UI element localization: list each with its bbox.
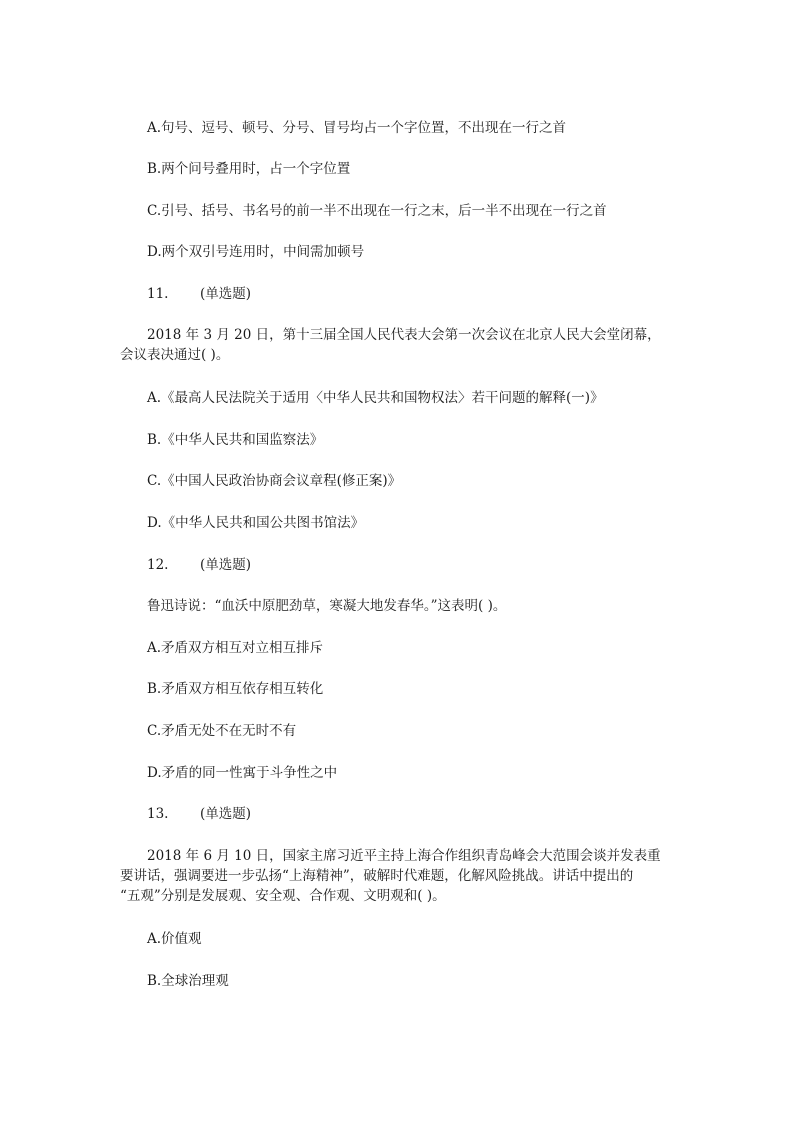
- option-d: D.《中华人民共和国公共图书馆法》: [147, 515, 365, 531]
- stem-line: 会议表决通过( )。: [120, 347, 230, 363]
- stem-line: 2018 年 3 月 20 日，第十三届全国人民代表大会第一次会议在北京人民大会堂闭幕，: [147, 327, 661, 343]
- option-c: C.引号、括号、书名号的前一半不出现在一行之末，后一半不出现在一行之首: [147, 203, 607, 219]
- question-number: 11.: [147, 286, 169, 302]
- option-d: D.两个双引号连用时，中间需加顿号: [147, 244, 365, 260]
- option-c: C.《中国人民政治协商会议章程(修正案)》: [147, 473, 402, 489]
- question-type: (单选题): [200, 806, 252, 822]
- option-c: C.矛盾无处不在无时不有: [147, 723, 297, 739]
- option-a: A.句号、逗号、顿号、分号、冒号均占一个字位置，不出现在一行之首: [147, 120, 567, 136]
- stem-line: “五观”分别是发展观、安全观、合作观、文明观和( )。: [120, 888, 446, 904]
- option-b: B.《中华人民共和国监察法》: [147, 432, 324, 448]
- question-stem: [120, 846, 665, 906]
- question-type: (单选题): [200, 557, 252, 573]
- question-stem: 鲁迅诗说：“血沃中原肥劲草，寒凝大地发春华。”这表明( )。: [147, 598, 507, 614]
- question-type: (单选题): [200, 286, 252, 302]
- option-a: A.矛盾双方相互对立相互排斥: [147, 640, 324, 656]
- option-d: D.矛盾的同一性寓于斗争性之中: [147, 765, 338, 781]
- question-number: 12.: [147, 557, 169, 573]
- stem-line: 要讲话，强调要进一步弘扬“上海精神”，破解时代难题，化解风险挑战。讲话中提出的: [120, 868, 634, 884]
- stem-line: 2018 年 6 月 10 日，国家主席习近平主持上海合作组织青岛峰会大范围会谈并发表重: [147, 848, 661, 864]
- option-b: B.矛盾双方相互依存相互转化: [147, 681, 324, 697]
- option-b: B.全球治理观: [147, 973, 229, 989]
- option-a: A.价值观: [147, 931, 202, 947]
- option-a: A.《最高人民法院关于适用〈中华人民共和国物权法〉若干问题的解释(一)》: [147, 390, 604, 406]
- question-stem: [120, 325, 665, 365]
- question-number: 13.: [147, 806, 169, 822]
- option-b: B.两个问号叠用时，占一个字位置: [147, 161, 351, 177]
